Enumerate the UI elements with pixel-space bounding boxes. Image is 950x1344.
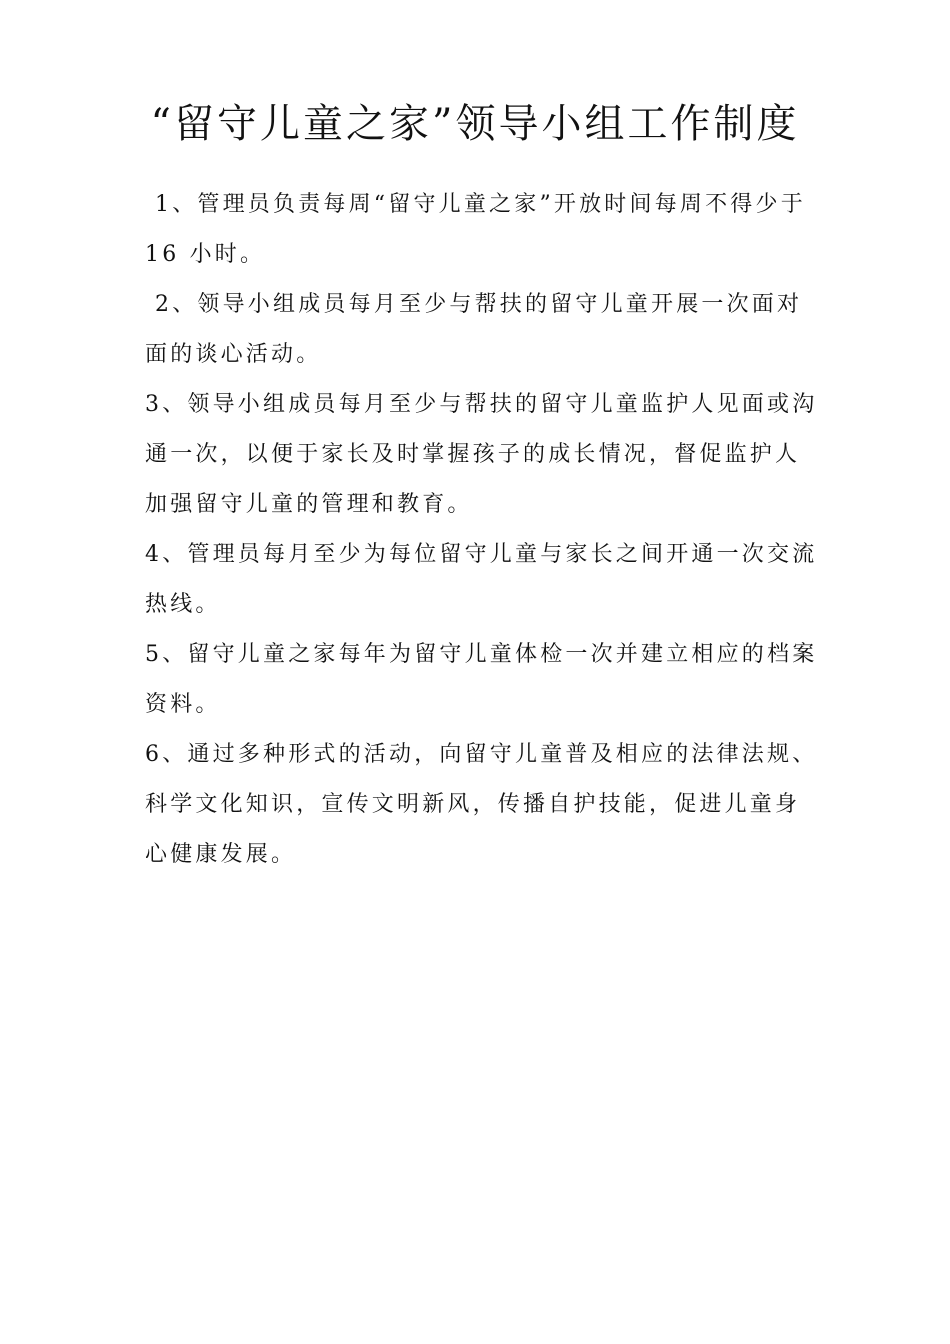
rules-list: [145, 180, 825, 880]
rule-item-1: 1、管理员负责每周“留守儿童之家”开放时间每周不得少于 16 小时。: [145, 192, 806, 267]
rule-item-4: 4、管理员每月至少为每位留守儿童与家长之间开通一次交流热线。: [145, 542, 818, 617]
rule-item-2: 2、领导小组成员每月至少与帮扶的留守儿童开展一次面对面的谈心活动。: [145, 292, 803, 367]
document-title: “留守儿童之家”领导小组工作制度: [150, 101, 800, 147]
rule-item-3: 3、领导小组成员每月至少与帮扶的留守儿童监护人见面或沟通一次，以便于家长及时掌握孩子的成长情况，督促监护人加强留守儿童的管理和教育。: [145, 392, 818, 517]
rule-item-5: 5、留守儿童之家每年为留守儿童体检一次并建立相应的档案资料。: [145, 642, 818, 717]
rule-item-6: 6、通过多种形式的活动，向留守儿童普及相应的法律法规、科学文化知识，宣传文明新风，传播自护技能，促进儿童身心健康发展。: [145, 742, 818, 867]
